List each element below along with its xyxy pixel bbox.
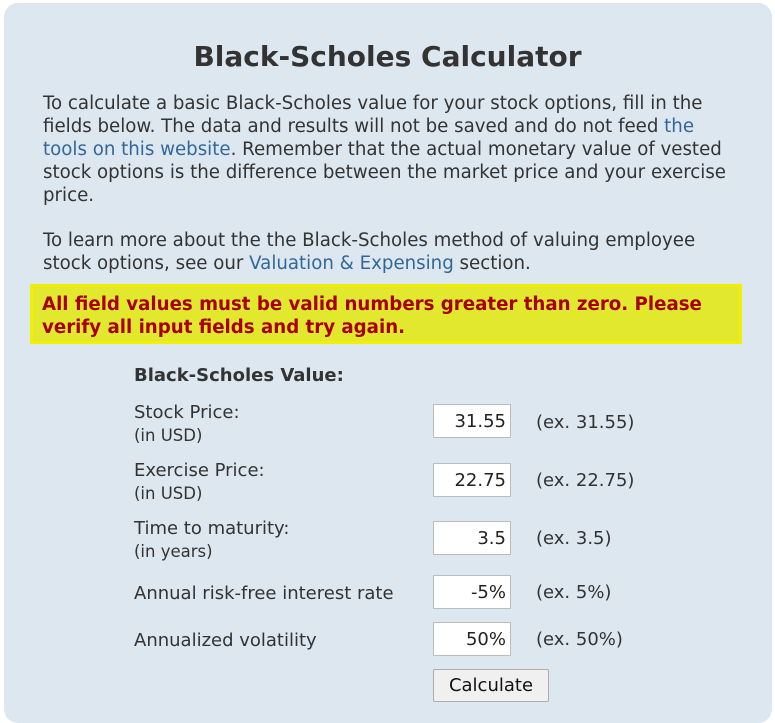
time-to-maturity-example: (ex. 3.5) <box>536 528 612 549</box>
exercise-price-unit: (in USD) <box>134 484 203 503</box>
learn-more-text-end: section. <box>453 253 531 274</box>
stock-price-example: (ex. 31.55) <box>536 412 635 433</box>
time-to-maturity-label <box>134 517 289 563</box>
stock-price-unit: (in USD) <box>134 426 203 445</box>
intro-paragraph <box>43 92 743 207</box>
interest-rate-input[interactable] <box>433 575 511 609</box>
interest-rate-label: Annual risk-free interest rate <box>134 583 394 604</box>
page-title: Black-Scholes Calculator <box>193 40 582 73</box>
time-to-maturity-label-text: Time to maturity: <box>134 518 290 539</box>
interest-rate-example: (ex. 5%) <box>536 582 612 603</box>
valuation-expensing-link[interactable]: Valuation & Expensing <box>249 253 454 274</box>
exercise-price-label <box>134 459 265 505</box>
learn-more-paragraph <box>43 229 743 275</box>
stock-price-label-text: Stock Price: <box>134 402 240 423</box>
volatility-input[interactable] <box>433 622 511 656</box>
calculate-button[interactable]: Calculate <box>433 669 549 702</box>
exercise-price-example: (ex. 22.75) <box>536 470 635 491</box>
form-heading: Black-Scholes Value: <box>134 365 344 386</box>
validation-alert <box>30 284 742 344</box>
tools-link[interactable]: the tools on this website <box>43 116 695 160</box>
learn-more-text-start: To learn more about the the Black-Scholes method of valuing employee stock options, see our <box>43 230 696 274</box>
exercise-price-label-text: Exercise Price: <box>134 460 265 481</box>
validation-alert-text: All field values must be valid numbers greater than zero. Please verify all input fields and try again. <box>42 294 702 338</box>
exercise-price-input[interactable] <box>433 463 511 497</box>
time-to-maturity-unit: (in years) <box>134 542 213 561</box>
stock-price-label <box>134 401 240 447</box>
time-to-maturity-input[interactable] <box>433 521 511 555</box>
volatility-example: (ex. 50%) <box>536 629 623 650</box>
intro-text-end: . Remember that the actual monetary value of vested stock options is the difference between the market price and your exercise price. <box>43 139 726 206</box>
intro-text-start: To calculate a basic Black-Scholes value for your stock options, fill in the fields below. The data and results will not be saved and do not feed <box>43 93 703 137</box>
stock-price-input[interactable] <box>433 404 511 438</box>
volatility-label: Annualized volatility <box>134 630 317 651</box>
